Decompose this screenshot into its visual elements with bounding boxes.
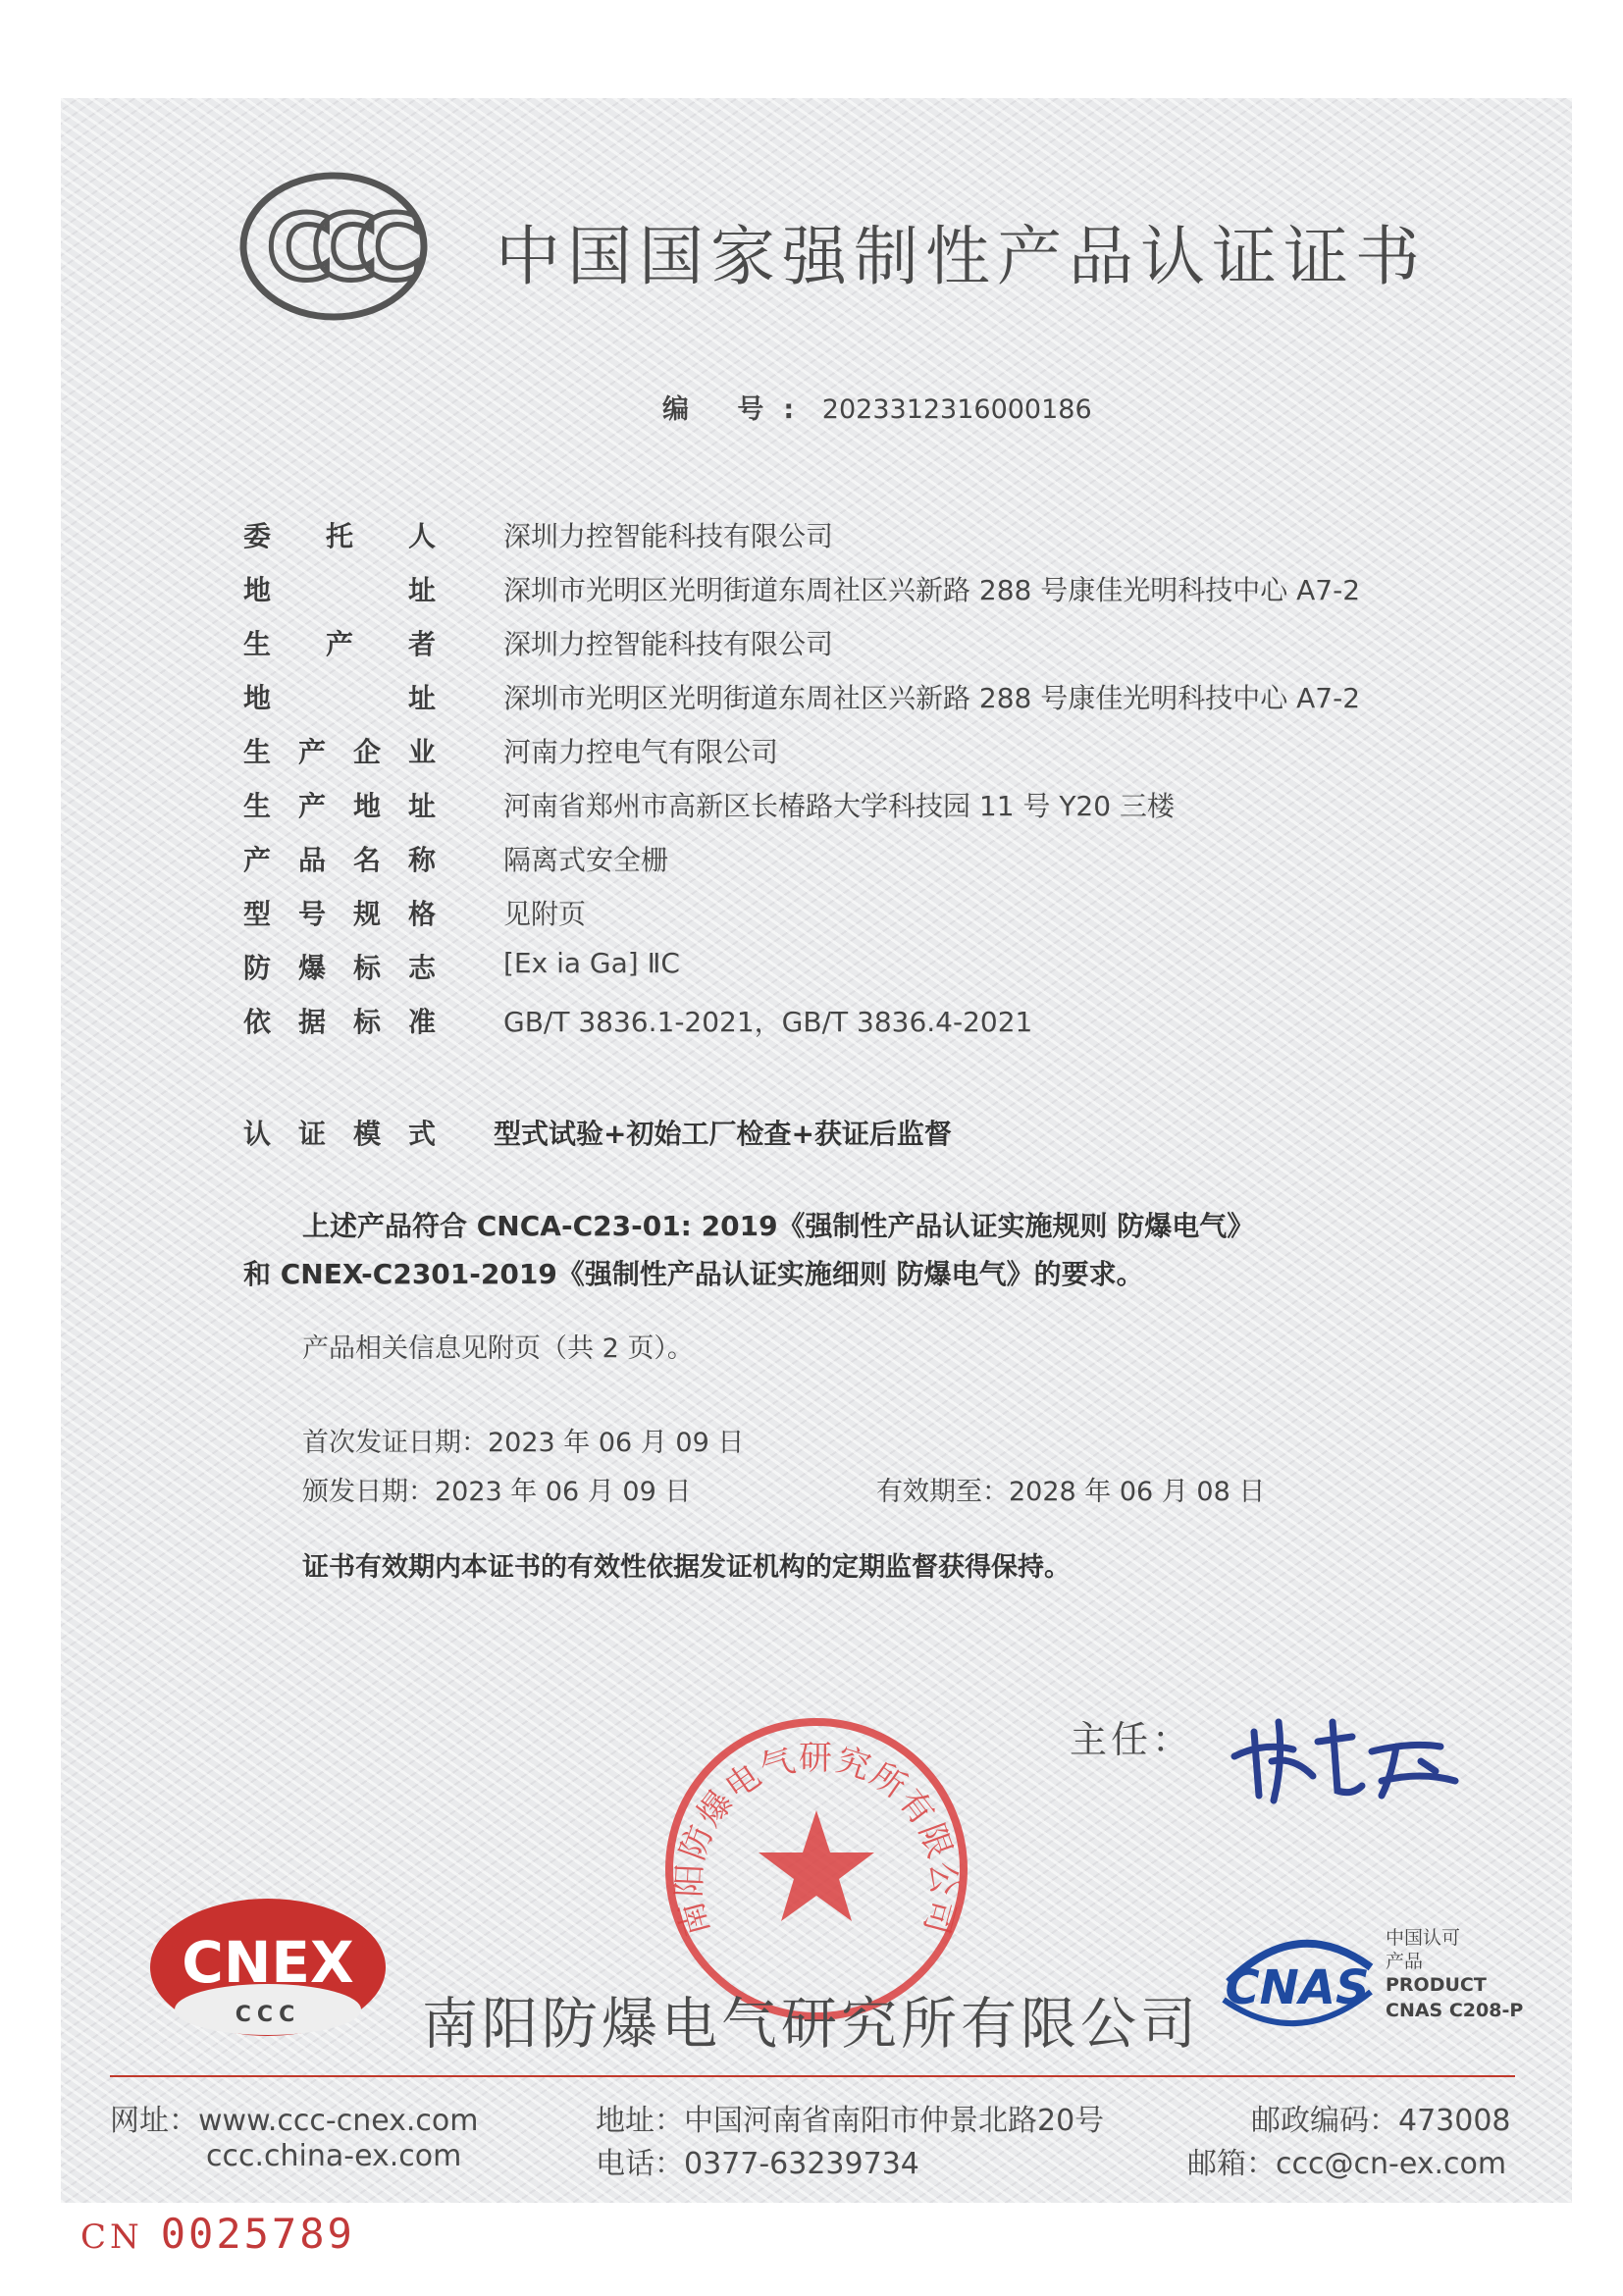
institute-name: 南阳防爆电气研究所有限公司	[422, 1992, 1200, 2057]
certificate-number-label: 编 号:	[662, 394, 814, 425]
first-issue-date: 首次发证日期：2023 年 06 月 09 日	[302, 1428, 745, 1458]
cnas-en-line1: PRODUCT	[1386, 1974, 1487, 1996]
director-label: 主任：	[1070, 1718, 1194, 1761]
footer-website2: ccc.china-ex.com	[206, 2139, 462, 2173]
serial-prefix: CN	[80, 2218, 143, 2257]
certificate-number-row	[662, 388, 1092, 426]
field-value: 隔离式安全栅	[503, 844, 669, 876]
field-label: 生产企业	[243, 736, 436, 768]
serial-number: 0025789	[160, 2210, 355, 2258]
ccc-logo	[238, 171, 430, 323]
footer-phone: 电话：0377-63239734	[596, 2147, 919, 2181]
footer-address: 地址：中国河南省南阳市仲景北路20号	[596, 2104, 1105, 2138]
cnas-mark-text: CNAS	[1225, 1960, 1370, 2015]
field-value: 河南力控电气有限公司	[503, 736, 779, 768]
field-value: GB/T 3836.1-2021，GB/T 3836.4-2021	[503, 1006, 1033, 1038]
field-label: 生产地址	[243, 790, 436, 822]
cnas-accreditation	[1209, 1923, 1523, 2041]
cnas-cn-line1: 中国认可	[1386, 1927, 1461, 1949]
field-label: 型号规格	[243, 898, 436, 930]
field-label: 依据标准	[243, 1006, 436, 1038]
field-label: 生产者	[243, 628, 436, 660]
field-value: 深圳市光明区光明街道东周社区兴新路 288 号康佳光明科技中心 A7-2	[503, 574, 1361, 606]
footer-website: 网址：www.ccc-cnex.com	[110, 2104, 479, 2138]
cnas-cn-line2: 产品	[1386, 1951, 1424, 1972]
field-value: 河南省郑州市高新区长椿路大学科技园 11 号 Y20 三楼	[503, 790, 1175, 822]
cnas-en-line2: CNAS C208-P	[1386, 2000, 1524, 2021]
certification-mode-value: 型式试验+初始工厂检查+获证后监督	[494, 1118, 952, 1150]
field-label: 委托人	[243, 520, 436, 552]
certificate-serial	[80, 2210, 355, 2258]
seal-text: 南阳防爆电气研究所有限公司	[669, 1739, 964, 1941]
certification-mode-row	[243, 1113, 952, 1152]
field-value: 见附页	[503, 898, 587, 930]
field-label: 地址	[243, 682, 436, 714]
footer-postcode: 邮政编码：473008	[1251, 2104, 1511, 2138]
footer-email: 邮箱：ccc@cn-ex.com	[1187, 2147, 1507, 2181]
footer-divider	[110, 2075, 1515, 2077]
certificate-number-value: 2023312316000186	[821, 394, 1092, 425]
compliance-statement-line2: 和 CNEX-C2301-2019《强制性产品认证实施细则 防爆电气》的要求。	[243, 1258, 1144, 1290]
ccc-logo-text: CCC	[266, 195, 401, 300]
field-value: 深圳市光明区光明街道东周社区兴新路 288 号康佳光明科技中心 A7-2	[503, 682, 1361, 714]
validity-note: 证书有效期内本证书的有效性依据发证机构的定期监督获得保持。	[302, 1552, 1071, 1583]
field-label: 地址	[243, 574, 436, 606]
cnex-logo-subtext: CCC	[235, 2003, 301, 2027]
field-value: 深圳力控智能科技有限公司	[503, 520, 834, 552]
field-label: 产品名称	[243, 844, 436, 876]
valid-until-date: 有效期至：2028 年 06 月 08 日	[876, 1477, 1266, 1507]
certification-mode-label: 认证模式	[243, 1118, 436, 1150]
field-label: 防爆标志	[243, 952, 436, 984]
attachment-note: 产品相关信息见附页（共 2 页）。	[302, 1333, 694, 1364]
cnex-logo	[145, 1894, 391, 2041]
cnex-logo-text: CNEX	[182, 1929, 354, 1996]
field-value: 深圳力控智能科技有限公司	[503, 628, 834, 660]
director-signature	[1225, 1702, 1480, 1810]
issue-date: 颁发日期：2023 年 06 月 09 日	[302, 1477, 692, 1507]
cnas-mark	[1209, 1923, 1386, 2041]
compliance-statement-line1: 上述产品符合 CNCA-C23-01: 2019《强制性产品认证实施规则 防爆电气》	[302, 1210, 1255, 1242]
field-value: [Ex ia Ga] ⅡC	[503, 947, 680, 979]
certificate-title: 中国国家强制性产品认证证书	[496, 219, 1427, 294]
